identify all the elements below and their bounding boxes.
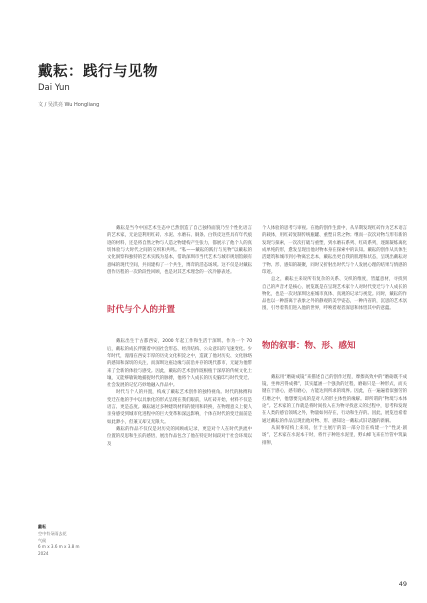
author-line: 文 / 吴洪亮 Wu Hongliang bbox=[38, 102, 100, 108]
article-subtitle: Dai Yun bbox=[38, 83, 70, 93]
paragraph: 个人体验的思考与审视。在他的创作生涯中，从早期发现红砖作为艺术语言的载体，用红砖复制传统瓶罐、重塑日常之物；继而一次次对物与形有新的发现与探索，一次次打破与重塑，到水磨石系列、红砖系列，逐渐凝练离化成单纯的形，愈发呈现出他对物本身在探索中的认知。戴耘的创作从具体生活建筑和城市到小物离宏忠本，戴耘出更自我的肌理和状态，呈现出戴耘对于物、形、感知的凝聚，同时又折射出时代与个人发展心理的结果与情感的印迹。 bbox=[262, 226, 407, 275]
right-column bbox=[262, 225, 407, 447]
article-title: 戴耘：践行与见物 bbox=[38, 64, 158, 80]
page-number: 49 bbox=[398, 580, 407, 588]
section-heading: 时代与个人的并置 bbox=[107, 305, 176, 316]
paragraph: 戴耘用“磨砺成镜”来描述自己的创作过程，摩擦高致中的“磨砺既不成镜，坐禅宫得成佛”，其实蕴涵一个强劲的过程，磨砺只是一种形式，而关键在于感心，感有磨心，方能达到所求的境界。因此，在一遍遍着似强劳的打磨之中，他想要完成的是对人的形主体性的缘解。即所谓的“物境与本体论”。艺术家的工作就是将时间投入在为物寻找意义的过程中，思考和发现在人类的感官领域之外，物量如何存在，行动和生存的。因此，展览也希着通过戴耘的作品呈现出他对物、形、感知这一戴耘式旧话题的新解。 bbox=[262, 374, 407, 424]
caption-artist: 戴耘 bbox=[38, 524, 47, 529]
paragraph: 戴耘出生于古都西安，2000 年起工作和生活于深圳。作为一个 70 后，戴耘的成长伴随着中国社会形态、经济结构、公众意识的飞速变化。少年时代，漫漫在西安丰厚的历史文化积淀之中，造就了他对历史、文化脉络的感知和深切的关注，而深圳这座边缘与前沿并存的现代都市，无疑为他带来了全新的体验与感受。因此，戴耘的艺术创作既根植于深厚的传统文化土壤，又能够敏锐地捕捉时代的脉搏，他将个人成长的历史脑印与时代变迁、社会发展的记忆巧妙地融入作品中。 bbox=[107, 339, 252, 389]
paragraph: 时代与个人的并置，构成了戴耘艺术创作的独特视角。时代的脉搏和变迁在他的手中以具象化的形式呈现在我们眼前，从红砖开始，材料不仅是语言、更是态度。戴耘通过多种建筑材料的使用和转换，在物理意义上使人亲身感受到城市化进程中的巨大变革和深远影响，个体在时代的变迁面前是如此渺小，但兼又却又无限大。 bbox=[107, 390, 252, 425]
section-heading: 物的叙事：物、形、感知 bbox=[262, 340, 356, 351]
caption-dimensions: 6 m x 3.6 m x 3.8 m bbox=[38, 544, 80, 550]
left-column bbox=[107, 225, 252, 448]
paragraph: 总之，戴耘主来说所有复杂的关系、交织的维度，皆蕴意材，寻找到自己的声音才是核心，展览既是在呈现艺术家个人对时代变迁与个人成长的物化，也是一次对深圳这座城市真体、真观的记录与视觉。同时，戴耘的作品也以一种游离于表象之外的静观的美学姿态，一种内省的，沉思的艺术氛围，引导着我们进入他的世界，呼唤着观者深思和体悟其中的意蕴。 bbox=[262, 277, 407, 312]
paragraph: 戴耘的作品不仅仅是对历史的回顾或记录，更是对个人在时代洪流中位置的反思和生长的感悟，展出作品包含了他在特定时间段对于社会环境以及 bbox=[107, 427, 252, 447]
paragraph: 从叙事结构上来说，位于主展厅的第一部分旨在构建一个“性灵·剧场”，艺术家在水泥本干时，将竹子种进水泥里，野山蜂飞来在竹管中筑巢排卵， bbox=[262, 426, 407, 446]
caption-medium: 气候 bbox=[38, 537, 47, 543]
caption-work-title: 空中有朵雨去花 bbox=[38, 530, 67, 536]
caption-year: 2024 bbox=[38, 551, 49, 556]
paragraph: 戴耘是当今中国艺术生态中已然创造了自己独特面貌乃至个性化语言的艺术家，无论是利用红砖、水泥、水磨石、铜条、白铁皮这些具有年代痕迹的材料，还是将自然之物与人造之物建构产生张力，都展示了他个人的真切体验与大时代之间的交织和共鸣。“私——戴耘的践行与见物”以戴耘的文化洞察和独特的艺术实践为基本，借助深圳市当代艺术与城市规划馆颇有意味的现代空间，共同建构了一个共生，博弈的活态场域。这不仅是对戴耘创作历程的一次阶段性回顾，也是对其艺术理念的一次冷静表述。 bbox=[107, 226, 252, 275]
artwork-caption bbox=[38, 524, 80, 558]
